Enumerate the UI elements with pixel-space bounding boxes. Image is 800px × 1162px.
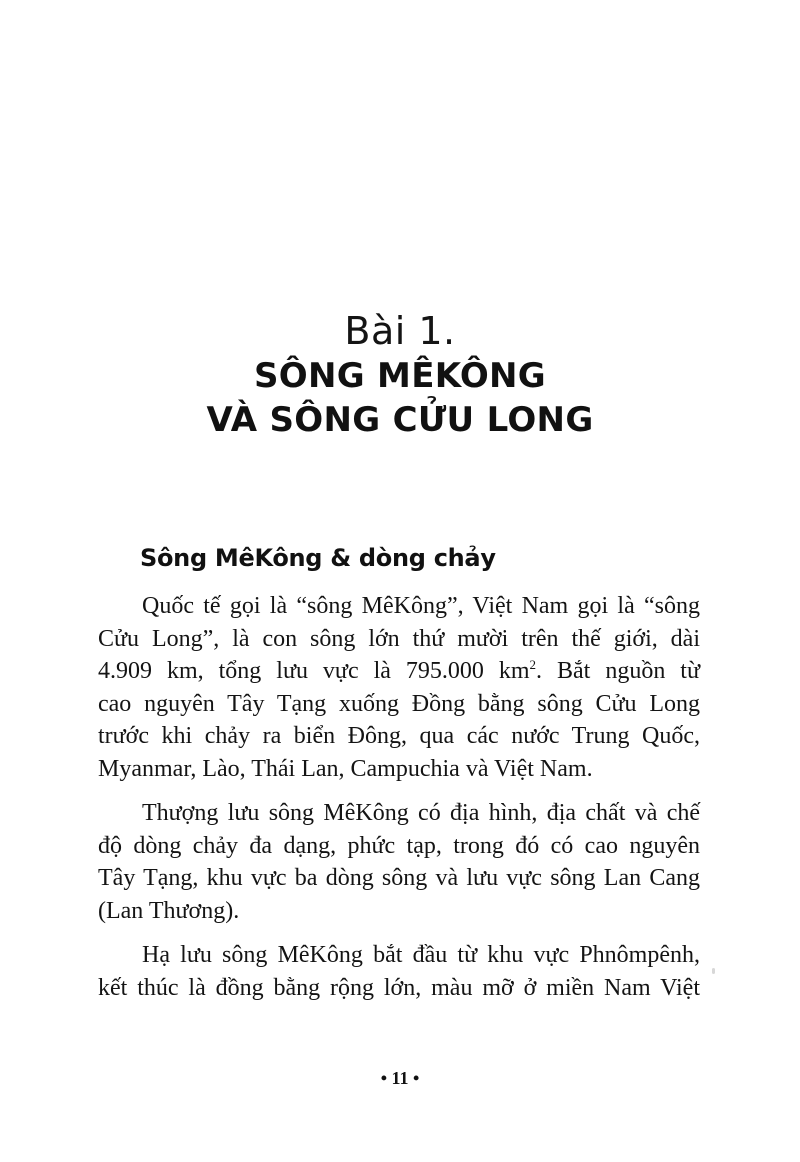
text-line: Cửu Long”, là con sông lớn thứ mười trên thế giới, dài (98, 625, 700, 652)
chapter-title-line-2: VÀ SÔNG CỬU LONG (206, 400, 594, 440)
chapter-header (0, 308, 800, 442)
paragraph-2 (98, 797, 700, 927)
superscript: 2 (529, 657, 537, 672)
text-line: Hạ lưu sông MêKông bắt đầu từ khu vực Phnômpênh, (142, 942, 700, 968)
text-line: trước khi chảy ra biển Đông, qua các nước Trung Quốc, (98, 723, 700, 749)
text-line: cao nguyên Tây Tạng xuống Đồng bằng sông Cửu Long (98, 690, 700, 717)
paragraph-1 (98, 590, 700, 785)
text-line: Thượng lưu sông MêKông có địa hình, địa chất và chế (142, 800, 700, 826)
text-line (98, 655, 700, 688)
paragraph-3 (98, 939, 700, 1004)
text-line: Tây Tạng, khu vực ba dòng sông và lưu vực sông Lan Cang (98, 865, 700, 891)
text-line: Quốc tế gọi là “sông MêKông”, Việt Nam gọi là “sông (142, 593, 700, 619)
body-text (98, 590, 700, 1016)
section-heading: Sông MêKông & dòng chảy (140, 544, 496, 572)
text-line: (Lan Thương). (98, 897, 240, 924)
text-line-part: 4.909 km, tổng lưu vực là 795.000 km (98, 658, 530, 684)
chapter-number: Bài 1. (344, 309, 456, 353)
scan-artifact (712, 968, 715, 974)
text-line: độ dòng chảy đa dạng, phức tạp, trong đó có cao nguyên (98, 832, 700, 859)
page-number: • 11 • (380, 1068, 420, 1088)
chapter-title-line-1: SÔNG MÊKÔNG (253, 356, 547, 396)
text-line-part: . Bắt nguồn từ (536, 658, 700, 684)
text-line: Myanmar, Lào, Thái Lan, Campuchia và Việt Nam. (98, 755, 593, 782)
text-line: kết thúc là đồng bằng rộng lớn, màu mỡ ở miền Nam Việt (98, 974, 700, 1001)
